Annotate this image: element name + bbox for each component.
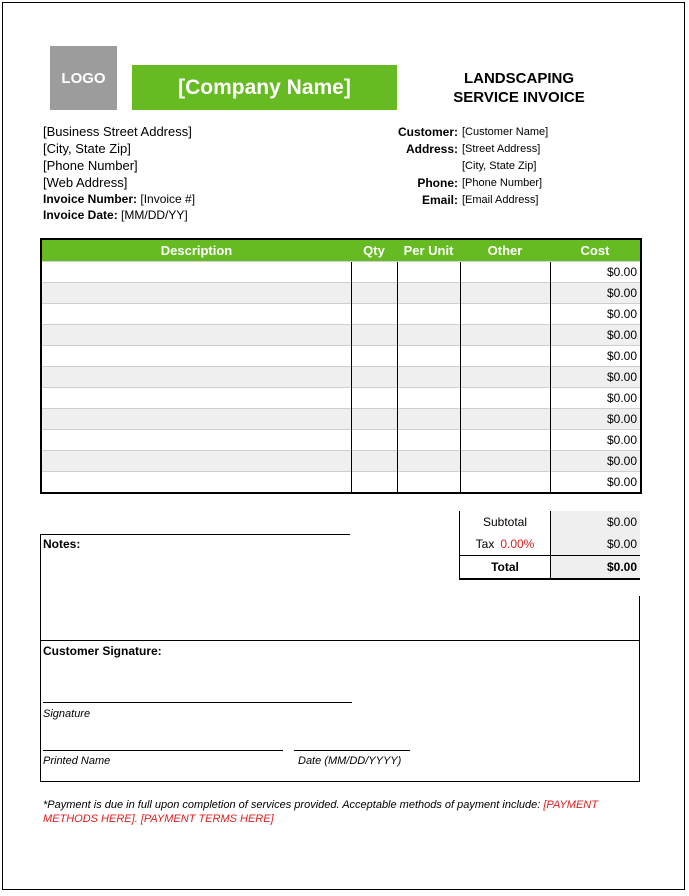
description-cell[interactable] — [41, 472, 351, 493]
footer-separator: . — [134, 813, 141, 825]
description-cell[interactable] — [41, 409, 351, 430]
other-cell[interactable] — [460, 388, 550, 409]
other-cell[interactable] — [460, 262, 550, 283]
cost-cell[interactable]: $0.00 — [550, 346, 641, 367]
per-unit-cell[interactable] — [397, 346, 460, 367]
tax-label: Tax — [475, 537, 495, 551]
total-label: Total — [460, 556, 551, 580]
cost-cell[interactable]: $0.00 — [550, 325, 641, 346]
qty-cell[interactable] — [351, 367, 397, 388]
table-row — [41, 430, 641, 451]
customer-values — [462, 124, 548, 209]
qty-cell[interactable] — [351, 472, 397, 493]
qty-cell[interactable] — [351, 325, 397, 346]
invoice-number-value: [Invoice #] — [137, 192, 196, 206]
table-row — [41, 451, 641, 472]
customer-labels — [360, 124, 458, 209]
payment-terms: [PAYMENT TERMS HERE] — [140, 813, 274, 825]
invoice-date-label: Invoice Date: — [43, 208, 118, 222]
other-cell[interactable] — [460, 304, 550, 325]
subtotal-label: Subtotal — [460, 511, 551, 533]
header-qty: Qty — [351, 239, 397, 262]
per-unit-cell[interactable] — [397, 472, 460, 493]
email-label: Email: — [421, 193, 458, 207]
qty-cell[interactable] — [351, 304, 397, 325]
table-header-row — [41, 239, 641, 262]
per-unit-cell[interactable] — [397, 283, 460, 304]
invoice-date — [43, 207, 195, 223]
per-unit-cell[interactable] — [397, 325, 460, 346]
cost-cell[interactable]: $0.00 — [550, 304, 641, 325]
printed-name-caption: Printed Name — [43, 755, 111, 767]
qty-cell[interactable] — [351, 430, 397, 451]
table-row — [41, 283, 641, 304]
date-line[interactable] — [294, 750, 410, 751]
description-cell[interactable] — [41, 451, 351, 472]
business-phone: [Phone Number] — [43, 158, 138, 173]
table-row — [41, 262, 641, 283]
header-cost: Cost — [550, 239, 641, 262]
business-info — [43, 123, 195, 223]
header-description: Description — [41, 239, 351, 262]
invoice-title — [430, 69, 608, 107]
tax-value[interactable]: $0.00 — [551, 533, 641, 556]
cost-cell[interactable]: $0.00 — [550, 430, 641, 451]
printed-name-line[interactable] — [43, 750, 283, 751]
description-cell[interactable] — [41, 388, 351, 409]
description-cell[interactable] — [41, 430, 351, 451]
phone-label: Phone: — [417, 176, 458, 190]
customer-street-value: [Street Address] — [462, 143, 541, 155]
company-name-banner — [132, 65, 397, 110]
signature-line[interactable] — [43, 702, 352, 703]
description-cell[interactable] — [41, 283, 351, 304]
other-cell[interactable] — [460, 472, 550, 493]
date-caption: Date (MM/DD/YYYY) — [298, 755, 402, 767]
header-other: Other — [460, 239, 550, 262]
qty-cell[interactable] — [351, 283, 397, 304]
qty-cell[interactable] — [351, 346, 397, 367]
subtotal-row — [460, 511, 641, 533]
signature-caption: Signature — [43, 708, 91, 720]
qty-cell[interactable] — [351, 409, 397, 430]
business-street: [Business Street Address] — [43, 124, 192, 139]
description-cell[interactable] — [41, 325, 351, 346]
footer-text: *Payment is due in full upon completion of services provided. Acceptable methods of payment include: — [43, 799, 544, 811]
line-items-table — [40, 238, 642, 494]
other-cell[interactable] — [460, 346, 550, 367]
cost-cell[interactable]: $0.00 — [550, 472, 641, 493]
other-cell[interactable] — [460, 367, 550, 388]
per-unit-cell[interactable] — [397, 262, 460, 283]
business-city: [City, State Zip] — [43, 141, 131, 156]
company-name: [Company Name] — [178, 75, 351, 99]
logo-placeholder — [50, 46, 117, 110]
table-row — [41, 472, 641, 493]
other-cell[interactable] — [460, 409, 550, 430]
per-unit-cell[interactable] — [397, 409, 460, 430]
per-unit-cell[interactable] — [397, 451, 460, 472]
cost-cell[interactable]: $0.00 — [550, 262, 641, 283]
customer-email-value: [Email Address] — [462, 194, 539, 206]
table-row — [41, 304, 641, 325]
customer-phone-value: [Phone Number] — [462, 177, 543, 189]
tax-percent[interactable]: 0.00% — [500, 537, 535, 551]
subtotal-value[interactable]: $0.00 — [551, 511, 641, 533]
cost-cell[interactable]: $0.00 — [550, 388, 641, 409]
qty-cell[interactable] — [351, 262, 397, 283]
description-cell[interactable] — [41, 367, 351, 388]
description-cell[interactable] — [41, 346, 351, 367]
table-row — [41, 346, 641, 367]
notes-right-border — [639, 596, 640, 641]
other-cell[interactable] — [460, 451, 550, 472]
per-unit-cell[interactable] — [397, 304, 460, 325]
customer-label: Customer: — [397, 125, 458, 139]
customer-name-value: [Customer Name] — [462, 126, 549, 138]
qty-cell[interactable] — [351, 388, 397, 409]
title-line-1: LANDSCAPING — [463, 70, 574, 87]
description-cell[interactable] — [41, 262, 351, 283]
per-unit-cell[interactable] — [397, 367, 460, 388]
table-row — [41, 388, 641, 409]
header-per-unit: Per Unit — [397, 239, 460, 262]
other-cell[interactable] — [460, 283, 550, 304]
address-label: Address: — [405, 142, 458, 156]
invoice-number — [43, 191, 195, 207]
description-cell[interactable] — [41, 304, 351, 325]
cost-cell[interactable]: $0.00 — [550, 451, 641, 472]
notes-area[interactable] — [40, 534, 640, 641]
title-line-2: SERVICE INVOICE — [453, 89, 585, 106]
invoice-date-value: [MM/DD/YY] — [117, 208, 188, 222]
other-cell[interactable] — [460, 430, 550, 451]
business-web: [Web Address] — [43, 175, 128, 190]
notes-label: Notes: — [43, 537, 81, 551]
table-row — [41, 325, 641, 346]
invoice-number-label: Invoice Number: — [43, 192, 138, 206]
other-cell[interactable] — [460, 325, 550, 346]
qty-cell[interactable] — [351, 451, 397, 472]
payment-footer — [43, 798, 633, 826]
signature-label: Customer Signature: — [43, 644, 162, 658]
cost-cell[interactable]: $0.00 — [550, 409, 641, 430]
customer-city-value: [City, State Zip] — [462, 160, 537, 172]
per-unit-cell[interactable] — [397, 430, 460, 451]
cost-cell[interactable]: $0.00 — [550, 283, 641, 304]
table-row — [41, 409, 641, 430]
table-row — [41, 367, 641, 388]
cost-cell[interactable]: $0.00 — [550, 367, 641, 388]
logo-text: LOGO — [61, 69, 106, 87]
total-value[interactable]: $0.00 — [551, 556, 641, 580]
per-unit-cell[interactable] — [397, 388, 460, 409]
payment-methods: [PAYMENT METHODS HERE] — [43, 799, 598, 825]
